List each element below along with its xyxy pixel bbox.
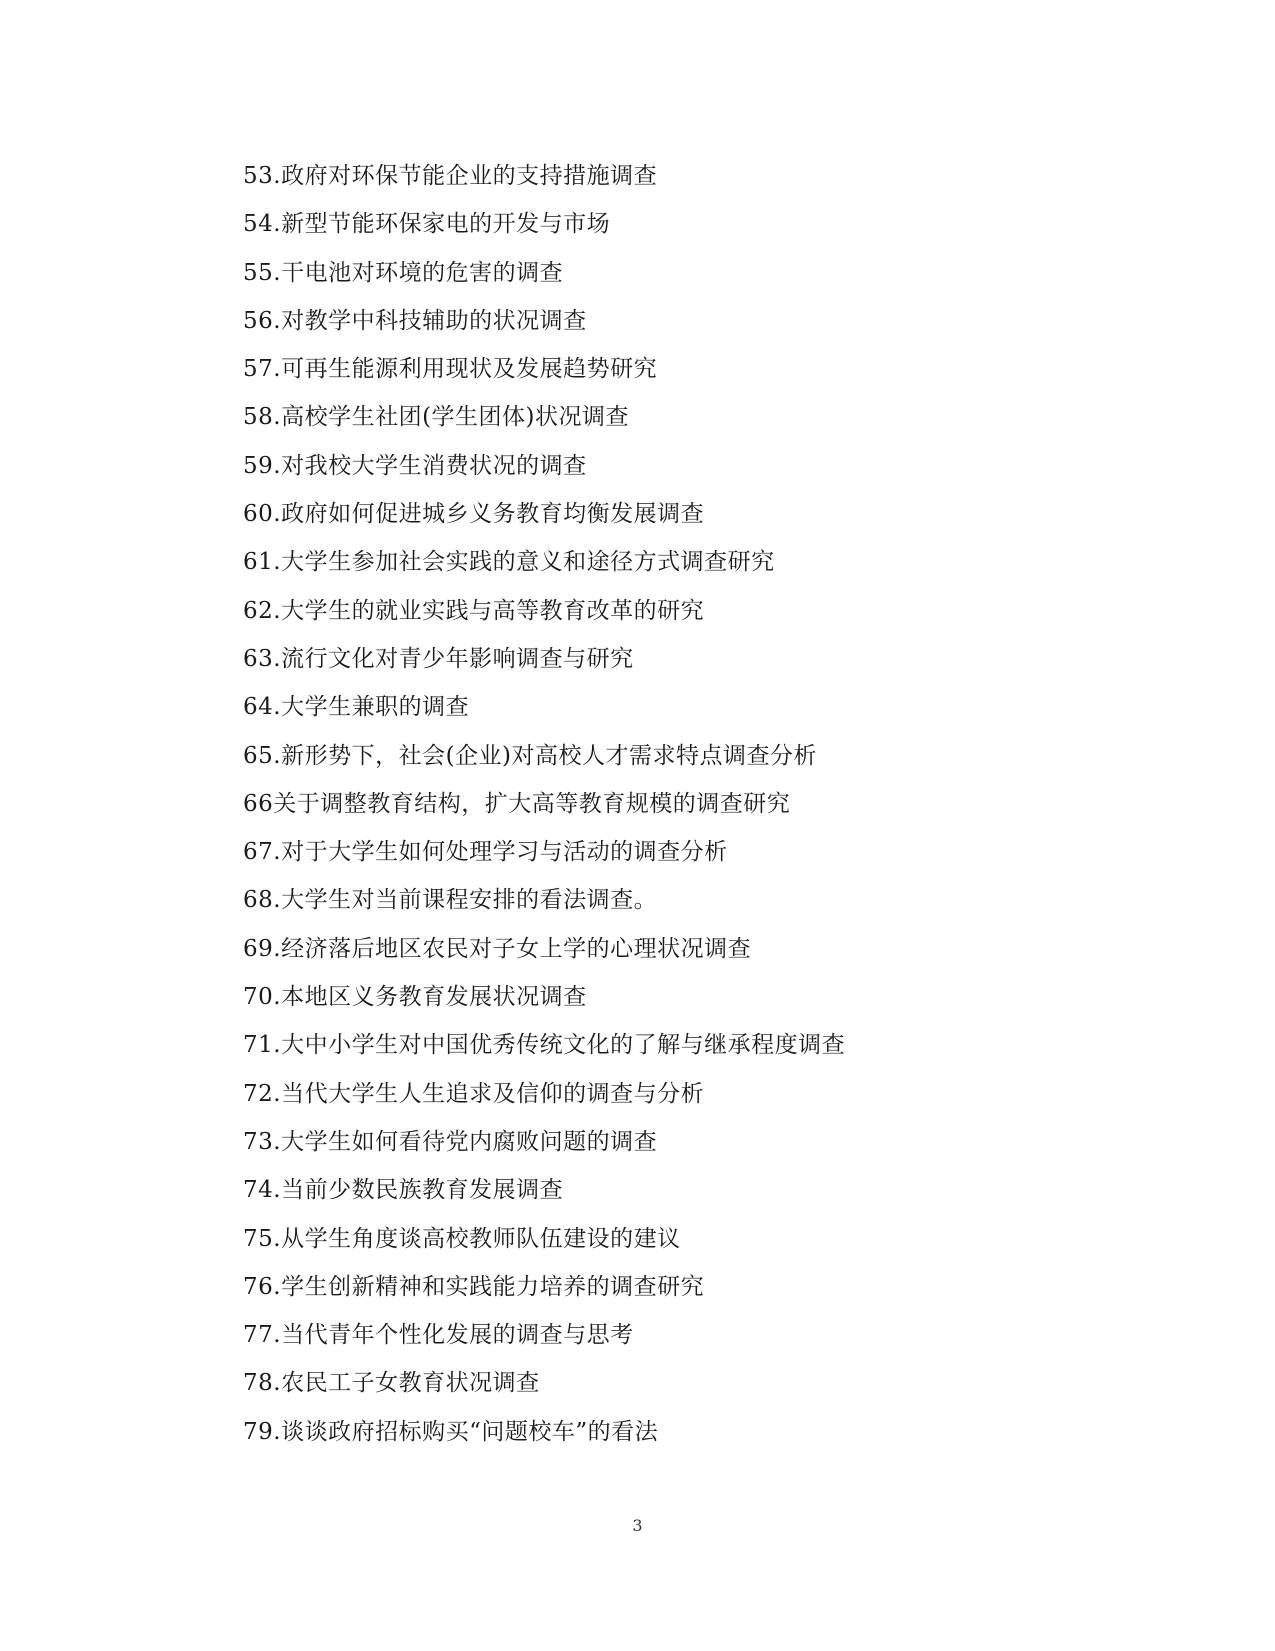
page-number: 3 — [632, 1516, 643, 1535]
list-item: 68.大学生对当前课程安排的看法调查。 — [243, 887, 658, 914]
list-item: 72.当代大学生人生追求及信仰的调查与分析 — [243, 1080, 705, 1107]
list-item: 63.流行文化对青少年影响调查与研究 — [243, 645, 634, 672]
list-item: 73.大学生如何看待党内腐败问题的调查 — [243, 1128, 658, 1155]
list-item: 78.农民工子女教育状况调查 — [243, 1370, 540, 1397]
list-item: 59.对我校大学生消费状况的调查 — [243, 452, 587, 479]
list-item: 55.干电池对环境的危害的调查 — [243, 259, 564, 286]
list-item: 77.当代青年个性化发展的调查与思考 — [243, 1322, 634, 1349]
list-item: 58.高校学生社团(学生团体)状况调查 — [243, 404, 630, 431]
list-item: 57.可再生能源利用现状及发展趋势研究 — [243, 356, 658, 383]
list-item: 79.谈谈政府招标购买“问题校车”的看法 — [243, 1418, 659, 1445]
list-item: 71.大中小学生对中国优秀传统文化的了解与继承程度调查 — [243, 1032, 846, 1059]
list-item: 67.对于大学生如何处理学习与活动的调查分析 — [243, 839, 728, 866]
topic-list — [243, 152, 1143, 1456]
list-item: 66关于调整教育结构，扩大高等教育规模的调查研究 — [243, 790, 791, 817]
list-item: 69.经济落后地区农民对子女上学的心理状况调查 — [243, 935, 752, 962]
list-item: 74.当前少数民族教育发展调查 — [243, 1177, 564, 1204]
list-item: 60.政府如何促进城乡义务教育均衡发展调查 — [243, 501, 705, 528]
list-item: 54.新型节能环保家电的开发与市场 — [243, 211, 611, 238]
list-item: 75.从学生角度谈高校教师队伍建设的建议 — [243, 1225, 681, 1252]
list-item: 76.学生创新精神和实践能力培养的调查研究 — [243, 1273, 705, 1300]
list-item: 62.大学生的就业实践与高等教育改革的研究 — [243, 597, 705, 624]
list-item: 53.政府对环保节能企业的支持措施调查 — [243, 163, 658, 189]
list-item: 64.大学生兼职的调查 — [243, 694, 470, 721]
list-item: 65.新形势下，社会(企业)对高校人才需求特点调查分析 — [243, 742, 818, 769]
list-item: 56.对教学中科技辅助的状况调查 — [243, 307, 587, 334]
list-item: 70.本地区义务教育发展状况调查 — [243, 984, 587, 1011]
list-item: 61.大学生参加社会实践的意义和途径方式调查研究 — [243, 549, 775, 576]
